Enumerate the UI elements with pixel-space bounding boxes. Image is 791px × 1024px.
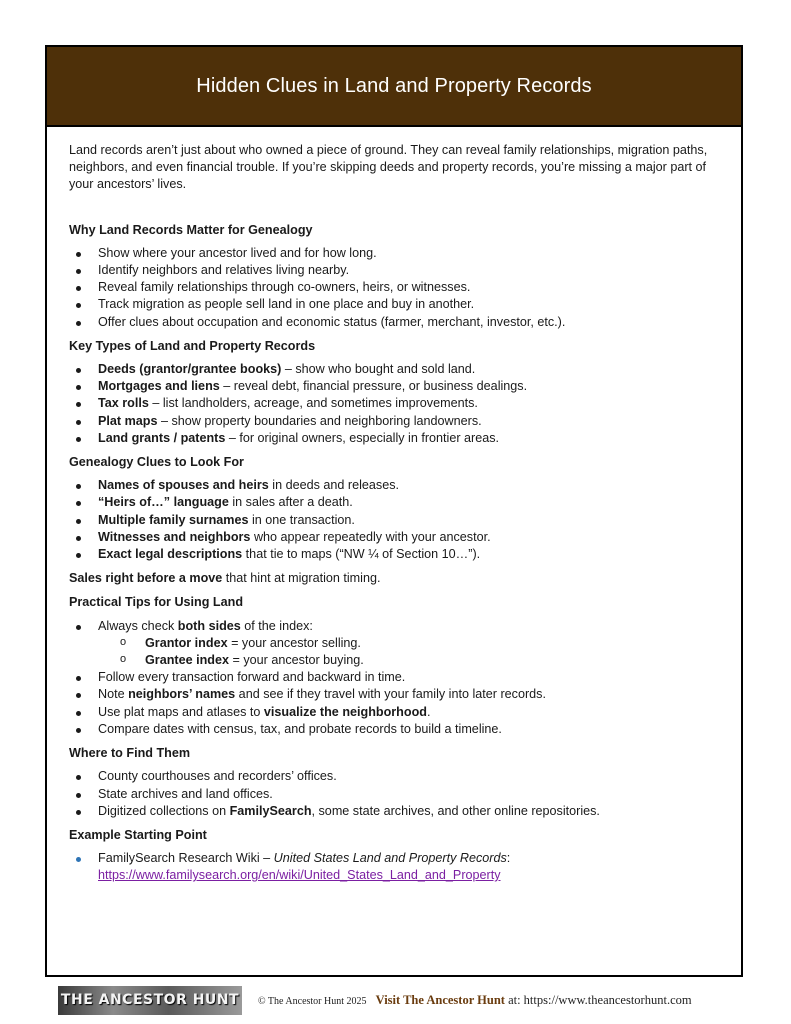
list-item	[69, 413, 719, 430]
list-item: State archives and land offices.	[69, 786, 719, 803]
footer	[58, 985, 738, 1015]
term: Land grants / patents	[98, 430, 226, 445]
document-body	[47, 127, 741, 885]
text: of the index:	[240, 618, 313, 633]
site-url: at: https://www.theancestorhunt.com	[504, 992, 692, 1007]
text: :	[506, 851, 511, 866]
term: Grantor index	[145, 635, 228, 650]
list-item	[69, 803, 719, 820]
list-item	[69, 361, 719, 378]
description: – reveal debt, financial pressure, or business dealings.	[219, 379, 528, 394]
list-item	[69, 430, 719, 447]
list-item	[69, 529, 719, 546]
description: = your ancestor selling.	[227, 635, 361, 650]
why-list	[69, 245, 719, 331]
text: FamilySearch Research Wiki –	[98, 851, 274, 866]
text: , some state archives, and other online repositories.	[311, 803, 600, 818]
section-heading-example: Example Starting Point	[69, 827, 207, 842]
description: that hint at migration timing.	[222, 571, 381, 586]
intro-paragraph: Land records aren’t just about who owned a piece of ground. They can reveal family relationships, migration paths, neighbors, and even financial trouble. If you’re skipping deeds and property records, you’re missing a major part of your ancestors’ lives.	[69, 143, 708, 192]
list-item: Identify neighbors and relatives living nearby.	[69, 262, 719, 279]
list-item: Show where your ancestor lived and for how long.	[69, 245, 719, 262]
list-item	[69, 494, 719, 511]
list-item	[69, 477, 719, 494]
text: and see if they travel with your family into later records.	[235, 687, 546, 702]
list-item: Compare dates with census, tax, and probate records to build a timeline.	[69, 721, 719, 738]
list-item: County courthouses and recorders’ offices.	[69, 768, 719, 785]
document-frame	[45, 45, 743, 977]
term: Deeds (grantor/grantee books)	[98, 362, 282, 377]
description: = your ancestor buying.	[229, 653, 364, 668]
term: Plat maps	[98, 413, 158, 428]
title-banner	[47, 47, 741, 127]
page-title: Hidden Clues in Land and Property Records	[196, 74, 592, 97]
description: – for original owners, especially in frontier areas.	[225, 430, 500, 445]
description: – list landholders, acreage, and sometimes improvements.	[148, 396, 478, 411]
text: Digitized collections on	[98, 803, 230, 818]
section-heading-where: Where to Find Them	[69, 746, 191, 761]
list-item	[69, 378, 719, 395]
term: Sales right before a move	[69, 571, 223, 586]
list-item	[69, 704, 719, 721]
term: neighbors’ names	[128, 687, 236, 702]
text: Note	[98, 687, 129, 702]
types-list	[69, 361, 719, 447]
term: FamilySearch	[229, 803, 312, 818]
term: Names of spouses and heirs	[98, 478, 269, 493]
tips-list	[69, 618, 719, 738]
section-heading-types: Key Types of Land and Property Records	[69, 338, 316, 353]
description: in deeds and releases.	[268, 478, 400, 493]
list-item	[69, 686, 719, 703]
list-item	[69, 395, 719, 412]
copyright: © The Ancestor Hunt 2025	[258, 995, 367, 1007]
section-heading-clues: Genealogy Clues to Look For	[69, 455, 244, 470]
term: Multiple family surnames	[98, 512, 249, 527]
term: Grantee index	[145, 653, 229, 668]
term: Exact legal descriptions	[98, 547, 243, 562]
index-sublist	[98, 635, 719, 669]
list-item	[69, 618, 719, 670]
term: Mortgages and liens	[98, 379, 220, 394]
description: – show property boundaries and neighboring landowners.	[157, 413, 482, 428]
sub-list-item	[98, 652, 719, 669]
text: .	[426, 704, 431, 719]
clues-list	[69, 477, 719, 563]
term: Tax rolls	[98, 396, 149, 411]
text: Use plat maps and atlases to	[98, 704, 264, 719]
familysearch-link[interactable]: https://www.familysearch.org/en/wiki/United_States_Land_and_Property	[98, 868, 501, 883]
section-heading-tips: Practical Tips for Using Land	[69, 595, 244, 610]
term: visualize the neighborhood	[263, 704, 427, 719]
description: that tie to maps (“NW ¼ of Section 10…”).	[242, 547, 481, 562]
list-item: Offer clues about occupation and economic status (farmer, merchant, investor, etc.).	[69, 314, 719, 331]
text: Always check	[98, 618, 178, 633]
list-item: Reveal family relationships through co-owners, heirs, or witnesses.	[69, 279, 719, 296]
list-item: Follow every transaction forward and backward in time.	[69, 669, 719, 686]
resource-title: United States Land and Property Records	[273, 851, 507, 866]
visit-label: Visit The Ancestor Hunt	[375, 992, 505, 1007]
section-heading-why: Why Land Records Matter for Genealogy	[69, 222, 313, 237]
ancestor-hunt-logo	[58, 986, 242, 1015]
clues-note	[69, 570, 719, 587]
description: – show who bought and sold land.	[281, 362, 476, 377]
description: in one transaction.	[248, 512, 355, 527]
sub-list-item	[98, 635, 719, 652]
example-list	[69, 850, 719, 884]
list-item: Track migration as people sell land in one place and buy in another.	[69, 296, 719, 313]
footer-text	[258, 993, 692, 1008]
where-list	[69, 768, 719, 820]
term: Witnesses and neighbors	[98, 529, 251, 544]
list-item	[69, 850, 719, 884]
description: who appear repeatedly with your ancestor.	[250, 529, 491, 544]
term: “Heirs of…” language	[98, 495, 229, 510]
description: in sales after a death.	[228, 495, 353, 510]
list-item	[69, 546, 719, 563]
list-item	[69, 512, 719, 529]
term: both sides	[177, 618, 241, 633]
logo-text: THE ANCESTOR HUNT	[60, 992, 240, 1008]
